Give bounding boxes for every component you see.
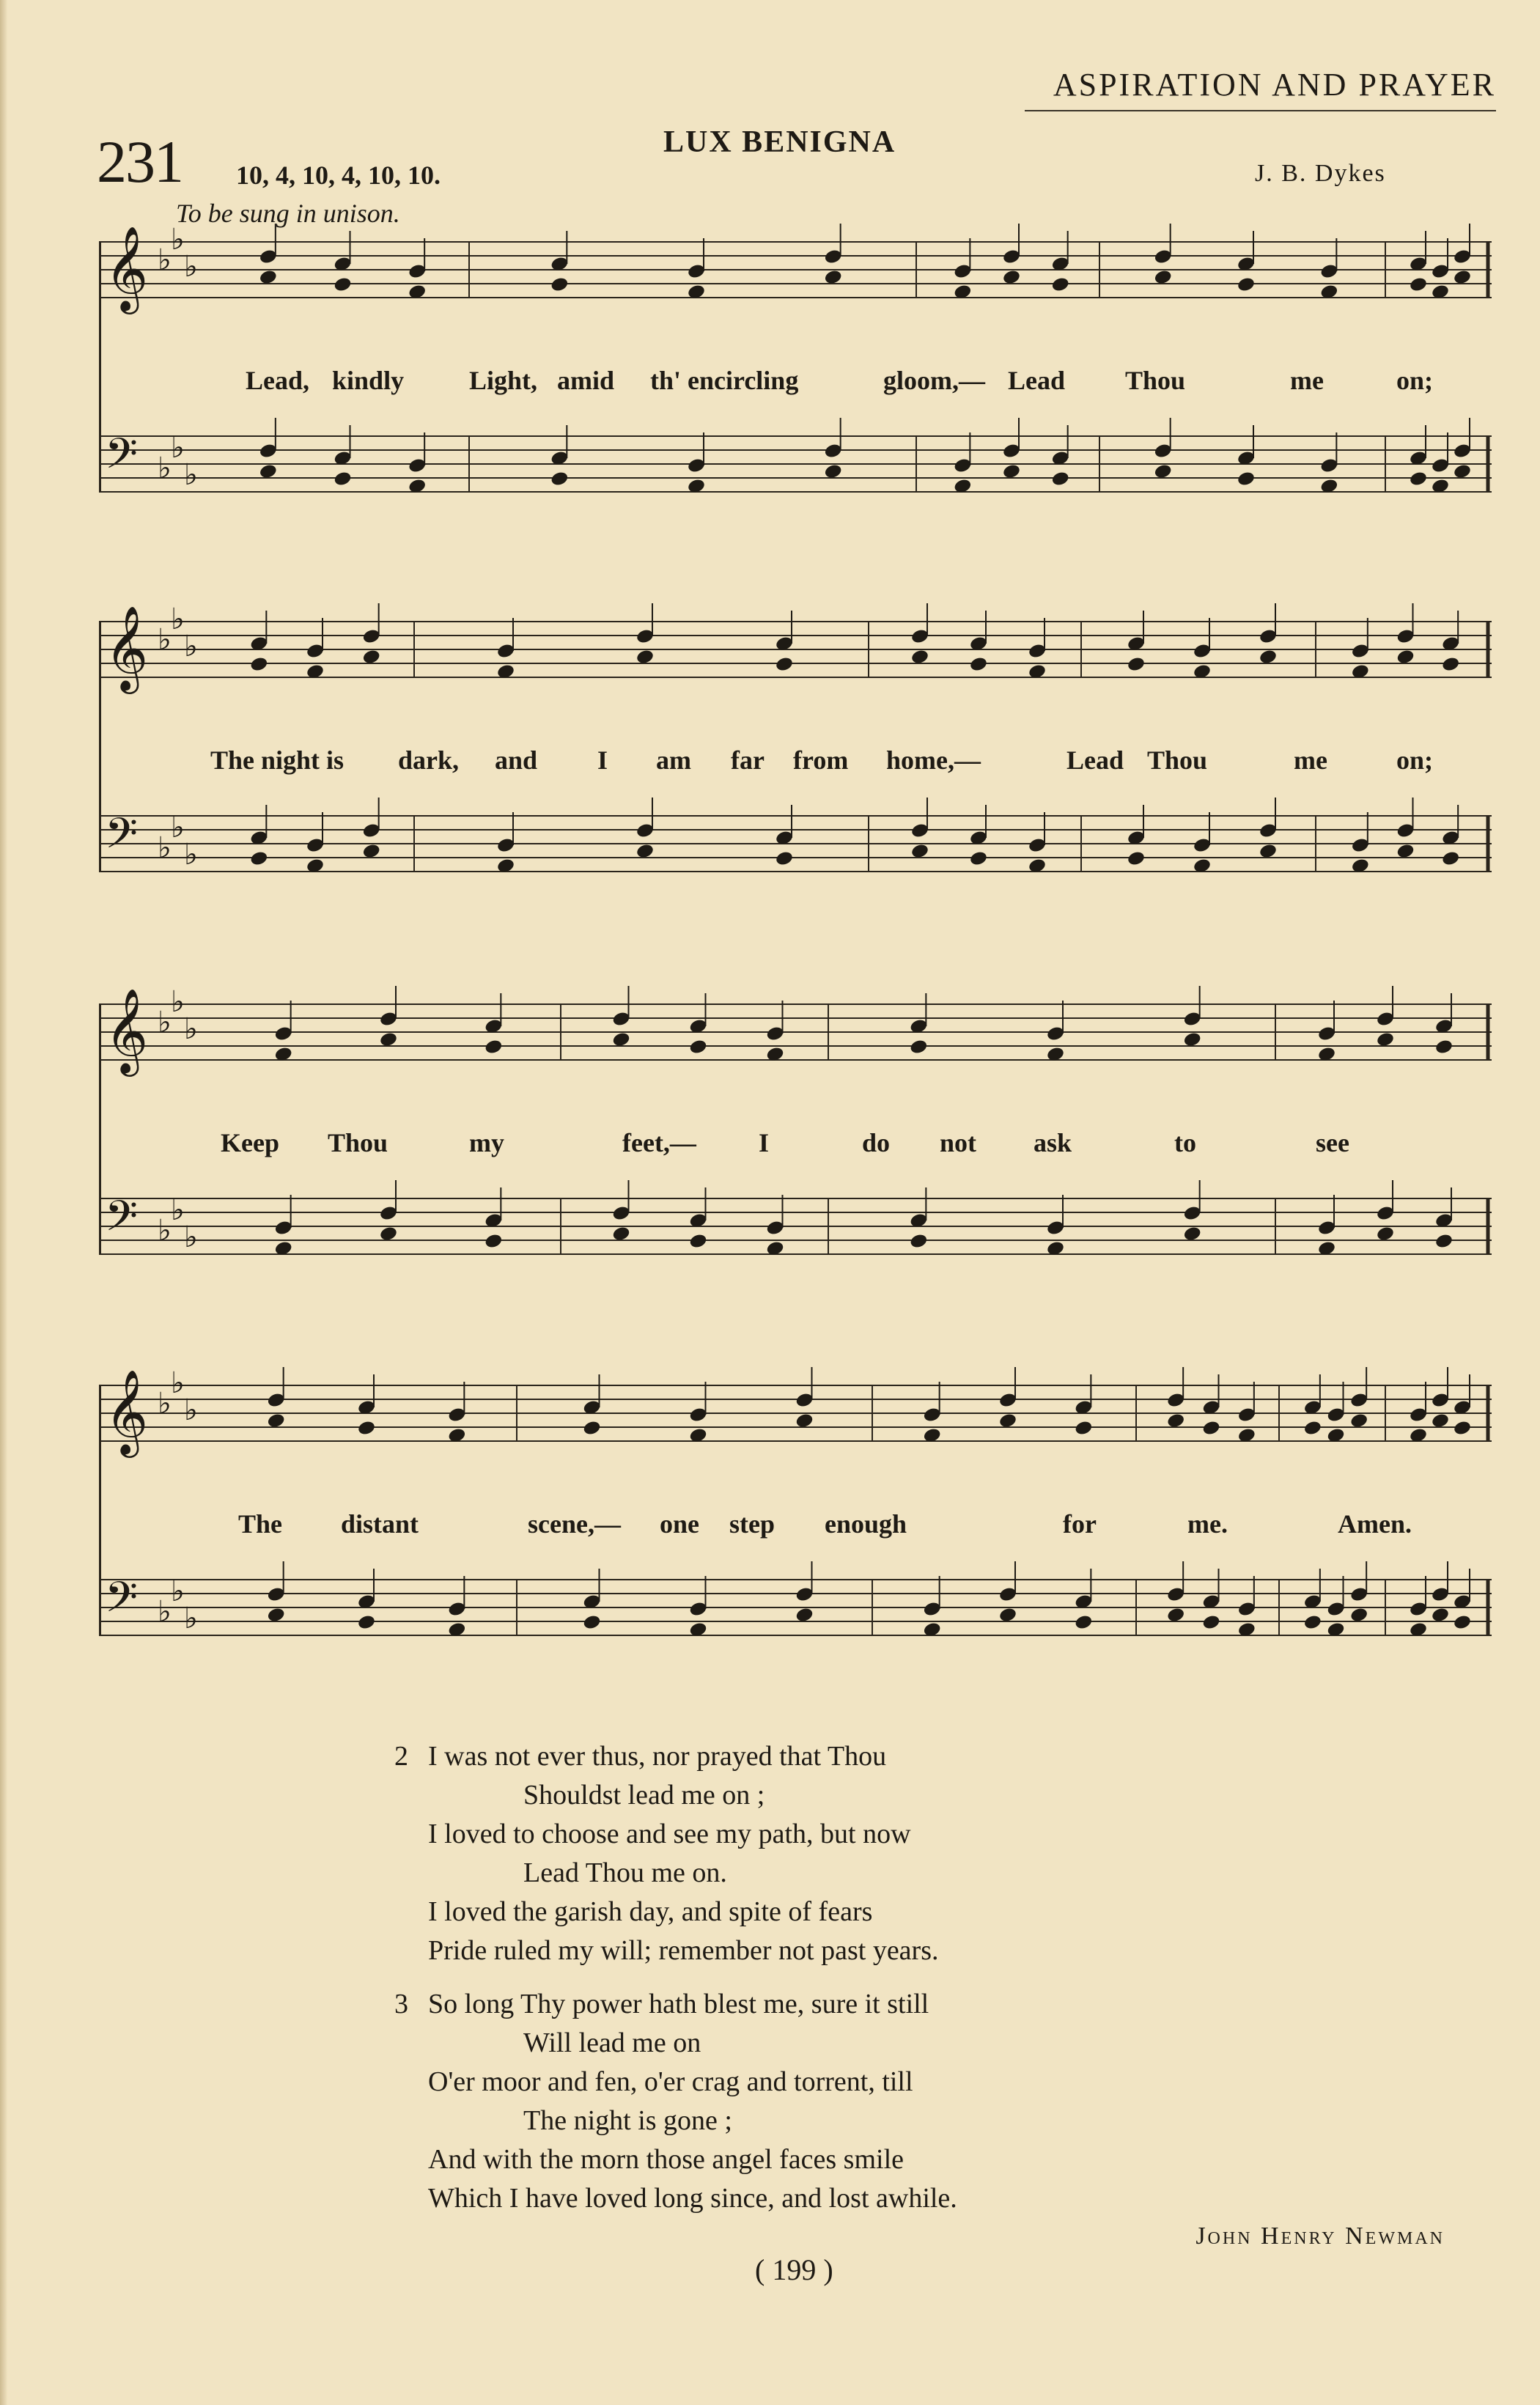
lyric: enough xyxy=(825,1509,907,1539)
verse-number: 3 xyxy=(394,1989,408,2019)
note-head xyxy=(1166,1413,1185,1429)
note-head xyxy=(688,1233,707,1250)
flat-icon: ♭ xyxy=(158,243,172,277)
flat-icon: ♭ xyxy=(158,831,172,865)
note-head xyxy=(611,1031,630,1048)
note-head xyxy=(333,276,352,293)
note-head xyxy=(1074,1420,1093,1437)
verse-number: 2 xyxy=(394,1741,408,1772)
hymn-meter: 10, 4, 10, 4, 10, 10. xyxy=(236,161,441,190)
verse-line: Lead Thou me on. xyxy=(523,1857,727,1888)
lyric: am xyxy=(656,745,691,775)
verse-line: Which I have loved long since, and lost awhile. xyxy=(428,2183,957,2214)
note-head xyxy=(1002,463,1021,480)
note-head xyxy=(1183,1031,1202,1048)
lyric: dark, xyxy=(398,745,460,775)
note-head xyxy=(1453,463,1472,480)
lyric: The night is xyxy=(210,745,345,775)
bass-clef-icon: 𝄢 xyxy=(105,809,139,869)
lyric: and xyxy=(495,745,538,775)
note-head xyxy=(249,656,268,673)
hymn-number: 231 xyxy=(97,128,183,195)
note-head xyxy=(1201,1420,1220,1437)
lyric: feet,— xyxy=(622,1128,696,1157)
note-head xyxy=(1434,1233,1454,1250)
lyric: to xyxy=(1174,1128,1196,1157)
page-number: ( 199 ) xyxy=(755,2253,833,2286)
note-head xyxy=(910,843,929,860)
staff-system-4 xyxy=(99,1363,1495,1701)
note-head xyxy=(267,1607,286,1624)
note-head xyxy=(1303,1614,1322,1631)
music-system-2 xyxy=(99,600,1495,966)
flat-icon: ♭ xyxy=(171,603,185,636)
lyric: scene,— xyxy=(528,1509,621,1539)
flat-icon: ♭ xyxy=(184,458,198,492)
verse-line: Pride ruled my will; remember not past years. xyxy=(428,1935,939,1966)
flat-icon: ♭ xyxy=(171,431,185,465)
note-head xyxy=(362,843,381,860)
note-head xyxy=(775,656,794,673)
note-head xyxy=(611,1226,630,1242)
flat-icon: ♭ xyxy=(158,1595,172,1629)
music-system-4 xyxy=(99,1363,1495,1730)
treble-clef-icon: 𝄞 xyxy=(105,1369,149,1454)
note-head xyxy=(1376,1226,1395,1242)
flat-icon: ♭ xyxy=(184,630,198,663)
note-head xyxy=(1259,843,1278,860)
bass-clef-icon: 𝄢 xyxy=(105,1572,139,1632)
note-head xyxy=(484,1039,503,1056)
note-head xyxy=(1453,1420,1472,1437)
flat-icon: ♭ xyxy=(184,1220,198,1254)
note-head xyxy=(1051,276,1070,293)
lyric: from xyxy=(793,745,849,775)
verse-3 xyxy=(396,1985,957,2218)
note-head xyxy=(775,850,794,867)
flat-icon: ♭ xyxy=(158,1006,172,1039)
treble-clef-icon: 𝄞 xyxy=(105,987,149,1073)
note-head xyxy=(1237,471,1256,487)
note-head xyxy=(484,1233,503,1250)
flat-icon: ♭ xyxy=(184,1393,198,1427)
note-head xyxy=(1154,463,1173,480)
verse-line: Will lead me on xyxy=(523,2028,701,2058)
lyric: Thou xyxy=(328,1128,388,1157)
lyric: on; xyxy=(1396,366,1434,395)
note-head xyxy=(795,1607,814,1624)
note-head xyxy=(1127,656,1146,673)
note-head xyxy=(1074,1614,1093,1631)
note-head xyxy=(357,1614,376,1631)
flat-icon: ♭ xyxy=(158,1387,172,1421)
lyric: gloom,— xyxy=(883,366,985,395)
bass-clef-icon: 𝄢 xyxy=(105,429,139,489)
note-head xyxy=(267,1413,286,1429)
lyric: th' encircling xyxy=(650,366,799,395)
flat-icon: ♭ xyxy=(184,1012,198,1046)
music-system-3 xyxy=(99,982,1495,1349)
note-head xyxy=(1431,1607,1450,1624)
flat-icon: ♭ xyxy=(171,223,185,257)
page-edge xyxy=(0,0,7,2405)
note-head xyxy=(824,269,843,286)
note-head xyxy=(688,1039,707,1056)
section-rule xyxy=(1025,110,1496,111)
note-head xyxy=(550,471,569,487)
composer: J. B. Dykes xyxy=(1255,160,1386,187)
flat-icon: ♭ xyxy=(184,838,198,872)
verse-line: I was not ever thus, nor prayed that Thou xyxy=(428,1741,887,1772)
lyric: me xyxy=(1290,366,1324,395)
lyric: The xyxy=(238,1509,283,1539)
lyric: far xyxy=(731,745,765,775)
verse-line: The night is gone ; xyxy=(523,2105,732,2136)
lyric: I xyxy=(597,745,608,775)
flat-icon: ♭ xyxy=(171,1366,185,1400)
lyric: my xyxy=(469,1128,504,1157)
note-head xyxy=(969,656,988,673)
lyric: Keep xyxy=(221,1128,279,1157)
lyric: on; xyxy=(1396,745,1434,775)
note-head xyxy=(795,1413,814,1429)
note-head xyxy=(1349,1413,1368,1429)
section-title: ASPIRATION AND PRAYER xyxy=(1053,67,1496,103)
lyric: do xyxy=(862,1128,891,1157)
staff-system-3 xyxy=(99,982,1495,1319)
note-head xyxy=(1154,269,1173,286)
note-head xyxy=(249,850,268,867)
verse-line: O'er moor and fen, o'er crag and torrent, till xyxy=(428,2066,913,2097)
lyric: me. xyxy=(1187,1509,1228,1539)
note-head xyxy=(1441,850,1460,867)
note-head xyxy=(357,1420,376,1437)
flat-icon: ♭ xyxy=(158,452,172,485)
note-head xyxy=(1051,471,1070,487)
lyric: ask xyxy=(1034,1128,1072,1157)
flat-icon: ♭ xyxy=(158,623,172,657)
note-head xyxy=(969,850,988,867)
note-head xyxy=(1303,1420,1322,1437)
flat-icon: ♭ xyxy=(171,1575,185,1608)
flat-icon: ♭ xyxy=(184,250,198,284)
note-head xyxy=(1453,269,1472,286)
lyric: amid xyxy=(557,366,615,395)
lyric: step xyxy=(729,1509,775,1539)
note-head xyxy=(824,463,843,480)
author: John Henry Newman xyxy=(1195,2222,1445,2250)
flat-icon: ♭ xyxy=(171,1193,185,1227)
verse-line: Shouldst lead me on ; xyxy=(523,1780,765,1811)
flat-icon: ♭ xyxy=(171,811,185,844)
note-head xyxy=(379,1226,398,1242)
lyric: Lead xyxy=(1066,745,1124,775)
flat-icon: ♭ xyxy=(171,985,185,1019)
note-head xyxy=(1409,471,1428,487)
flat-icon: ♭ xyxy=(158,1214,172,1248)
verse-line: I loved to choose and see my path, but now xyxy=(428,1819,911,1849)
treble-clef-icon: 𝄞 xyxy=(105,225,149,311)
lyric: see xyxy=(1316,1128,1349,1157)
verse-line: And with the morn those angel faces smile xyxy=(428,2144,905,2175)
note-head xyxy=(1453,1614,1472,1631)
note-head xyxy=(1259,649,1278,666)
lyric: Amen. xyxy=(1338,1509,1412,1539)
lyric: I xyxy=(759,1128,770,1157)
lyric: Light, xyxy=(469,366,538,395)
note-head xyxy=(910,649,929,666)
verse-line: So long Thy power hath blest me, sure it still xyxy=(428,1989,929,2019)
lyric: home,— xyxy=(886,745,981,775)
lyric: distant xyxy=(341,1509,419,1539)
note-head xyxy=(1201,1614,1220,1631)
flat-icon: ♭ xyxy=(184,1602,198,1635)
lyric: Thou xyxy=(1125,366,1186,395)
note-head xyxy=(1409,276,1428,293)
lyric: Thou xyxy=(1147,745,1208,775)
note-head xyxy=(1376,1031,1395,1048)
note-head xyxy=(1431,1413,1450,1429)
note-head xyxy=(635,649,655,666)
lyric: not xyxy=(940,1128,977,1157)
music-system-1 xyxy=(99,220,1495,586)
note-head xyxy=(1127,850,1146,867)
note-head xyxy=(1396,649,1415,666)
lyric: me xyxy=(1294,745,1327,775)
note-head xyxy=(582,1614,601,1631)
lyric: kindly xyxy=(332,366,405,395)
bass-clef-icon: 𝄢 xyxy=(105,1191,139,1251)
note-head xyxy=(550,276,569,293)
lyric: Lead, xyxy=(246,366,310,395)
note-head xyxy=(1002,269,1021,286)
tune-name: LUX BENIGNA xyxy=(663,125,896,159)
verse-2 xyxy=(396,1737,939,1970)
note-head xyxy=(1434,1039,1454,1056)
note-head xyxy=(1166,1607,1185,1624)
treble-clef-icon: 𝄞 xyxy=(105,605,149,690)
note-head xyxy=(909,1233,928,1250)
note-head xyxy=(333,471,352,487)
note-head xyxy=(259,269,278,286)
note-head xyxy=(259,463,278,480)
lyric: Lead xyxy=(1008,366,1066,395)
lyric: for xyxy=(1063,1509,1097,1539)
note-head xyxy=(1396,843,1415,860)
note-head xyxy=(1237,276,1256,293)
lyric: one xyxy=(660,1509,699,1539)
note-head xyxy=(635,843,655,860)
performance-instruction: To be sung in unison. xyxy=(176,199,400,228)
note-head xyxy=(1183,1226,1202,1242)
note-head xyxy=(1349,1607,1368,1624)
note-head xyxy=(1441,656,1460,673)
note-head xyxy=(582,1420,601,1437)
note-head xyxy=(379,1031,398,1048)
verse-line: I loved the garish day, and spite of fears xyxy=(428,1896,873,1927)
note-head xyxy=(909,1039,928,1056)
note-head xyxy=(998,1413,1017,1429)
note-head xyxy=(362,649,381,666)
note-head xyxy=(998,1607,1017,1624)
